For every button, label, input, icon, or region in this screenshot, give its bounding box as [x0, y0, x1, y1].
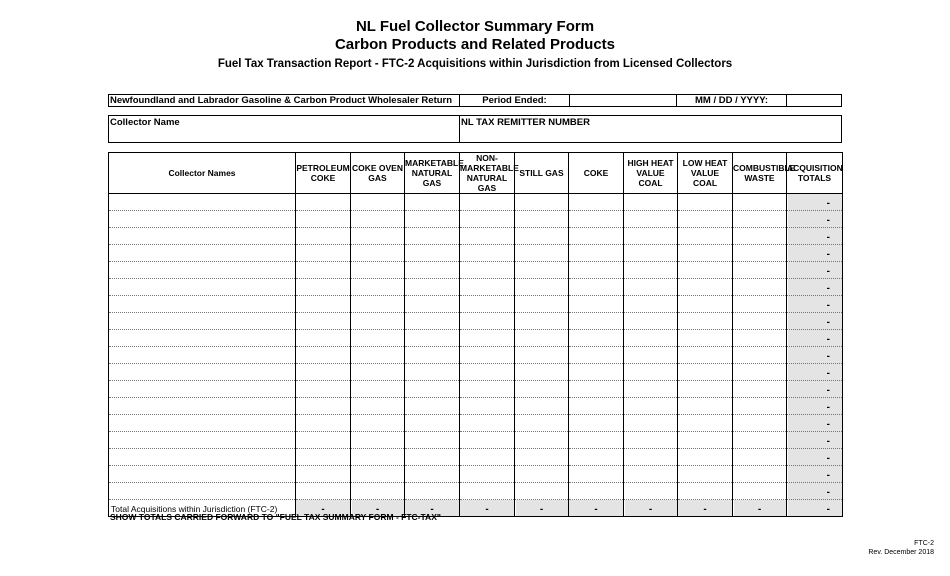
amount-input-cell[interactable] [460, 228, 515, 245]
row-total-cell: - [787, 296, 843, 313]
amount-input-cell[interactable] [515, 432, 569, 449]
return-label: Newfoundland and Labrador Gasoline & Carbon Product Wholesaler Return [109, 95, 460, 106]
amount-input-cell[interactable] [733, 313, 787, 330]
row-total-cell: - [787, 415, 843, 432]
amount-input-cell[interactable] [460, 194, 515, 211]
amount-input-cell[interactable] [351, 296, 405, 313]
collector-name-cell[interactable] [109, 228, 296, 245]
amount-input-cell[interactable] [351, 449, 405, 466]
amount-input-cell[interactable] [296, 432, 351, 449]
column-header: STILL GAS [515, 153, 569, 194]
row-total-cell: - [787, 262, 843, 279]
amount-input-cell[interactable] [296, 313, 351, 330]
table-row [109, 415, 843, 432]
amount-input-cell[interactable] [515, 483, 569, 500]
carry-forward-note: SHOW TOTALS CARRIED FORWARD TO "FUEL TAX SUMMARY FORM - FTC-TAX" [110, 512, 441, 522]
amount-input-cell[interactable] [733, 245, 787, 262]
amount-input-cell[interactable] [624, 279, 678, 296]
table-row [109, 296, 843, 313]
amount-input-cell[interactable] [733, 279, 787, 296]
amount-input-cell[interactable] [515, 228, 569, 245]
row-total-cell: - [787, 347, 843, 364]
amount-input-cell[interactable] [515, 381, 569, 398]
table-header-row [109, 153, 843, 194]
amount-input-cell[interactable] [569, 432, 624, 449]
total-value-cell: - [678, 500, 733, 517]
amount-input-cell[interactable] [624, 398, 678, 415]
amount-input-cell[interactable] [569, 262, 624, 279]
amount-input-cell[interactable] [678, 330, 733, 347]
amount-input-cell[interactable] [678, 398, 733, 415]
amount-input-cell[interactable] [678, 313, 733, 330]
amount-input-cell[interactable] [405, 483, 460, 500]
collector-name-cell[interactable] [109, 432, 296, 449]
amount-input-cell[interactable] [351, 347, 405, 364]
remitter-number-label: NL TAX REMITTER NUMBER [461, 117, 590, 128]
table-row [109, 194, 843, 211]
amount-input-cell[interactable] [460, 330, 515, 347]
total-value-cell: - [296, 500, 351, 517]
amount-input-cell[interactable] [515, 194, 569, 211]
form-report-title: Fuel Tax Transaction Report - FTC-2 Acquisitions within Jurisdiction from Licensed Collectors [217, 58, 733, 70]
total-value-cell: - [351, 500, 405, 517]
collector-name-cell[interactable] [109, 415, 296, 432]
amount-input-cell[interactable] [678, 245, 733, 262]
form-subtitle: Carbon Products and Related Products [334, 36, 616, 53]
collector-name-label: Collector Name [110, 117, 180, 128]
amount-input-cell[interactable] [296, 330, 351, 347]
amount-input-cell[interactable] [405, 364, 460, 381]
amount-input-cell[interactable] [678, 347, 733, 364]
amount-input-cell[interactable] [515, 279, 569, 296]
collector-name-cell[interactable] [109, 194, 296, 211]
amount-input-cell[interactable] [733, 347, 787, 364]
row-total-cell: - [787, 449, 843, 466]
amount-input-cell[interactable] [460, 313, 515, 330]
table-row [109, 313, 843, 330]
period-ended-field[interactable] [570, 95, 677, 106]
amount-input-cell[interactable] [405, 313, 460, 330]
amount-input-cell[interactable] [515, 296, 569, 313]
date-field[interactable] [787, 95, 841, 106]
table-row [109, 432, 843, 449]
amount-input-cell[interactable] [460, 279, 515, 296]
amount-input-cell[interactable] [569, 398, 624, 415]
amount-input-cell[interactable] [460, 466, 515, 483]
amount-input-cell[interactable] [460, 415, 515, 432]
amount-input-cell[interactable] [515, 415, 569, 432]
amount-input-cell[interactable] [624, 449, 678, 466]
amount-input-cell[interactable] [351, 398, 405, 415]
collector-name-cell[interactable] [109, 245, 296, 262]
table-row [109, 364, 843, 381]
table-row [109, 228, 843, 245]
amount-input-cell[interactable] [351, 262, 405, 279]
amount-input-cell[interactable] [296, 279, 351, 296]
amount-input-cell[interactable] [569, 313, 624, 330]
amount-input-cell[interactable] [733, 466, 787, 483]
table-row [109, 449, 843, 466]
row-total-cell: - [787, 279, 843, 296]
amount-input-cell[interactable] [569, 279, 624, 296]
grand-total-cell: - [787, 500, 843, 517]
collector-name-cell[interactable] [109, 330, 296, 347]
table-row [109, 483, 843, 500]
amount-input-cell[interactable] [569, 194, 624, 211]
amount-input-cell[interactable] [351, 245, 405, 262]
amount-input-cell[interactable] [296, 398, 351, 415]
amount-input-cell[interactable] [733, 296, 787, 313]
total-row-label: Total Acquisitions within Jurisdiction (FTC-2) [109, 500, 296, 517]
amount-input-cell[interactable] [678, 432, 733, 449]
amount-input-cell[interactable] [405, 279, 460, 296]
amount-input-cell[interactable] [515, 347, 569, 364]
amount-input-cell[interactable] [733, 194, 787, 211]
table-row [109, 347, 843, 364]
amount-input-cell[interactable] [405, 296, 460, 313]
amount-input-cell[interactable] [296, 262, 351, 279]
amount-input-cell[interactable] [351, 228, 405, 245]
total-value-cell: - [569, 500, 624, 517]
period-ended-label: Period Ended: [460, 95, 570, 106]
column-header: NON-MARKETABLE NATURAL GAS [460, 153, 519, 193]
amount-input-cell[interactable] [624, 347, 678, 364]
collector-name-cell[interactable] [109, 483, 296, 500]
amount-input-cell[interactable] [460, 381, 515, 398]
amount-input-cell[interactable] [624, 296, 678, 313]
column-header: LOW HEAT VALUE COAL [678, 153, 733, 194]
row-total-cell: - [787, 381, 843, 398]
amount-input-cell[interactable] [569, 483, 624, 500]
amount-input-cell[interactable] [733, 381, 787, 398]
amount-input-cell[interactable] [351, 466, 405, 483]
amount-input-cell[interactable] [624, 313, 678, 330]
amount-input-cell[interactable] [405, 194, 460, 211]
amount-input-cell[interactable] [460, 296, 515, 313]
amount-input-cell[interactable] [405, 211, 460, 228]
amount-input-cell[interactable] [624, 330, 678, 347]
total-value-cell: - [624, 500, 678, 517]
amount-input-cell[interactable] [405, 449, 460, 466]
amount-input-cell[interactable] [515, 449, 569, 466]
row-total-cell: - [787, 313, 843, 330]
amount-input-cell[interactable] [624, 466, 678, 483]
collector-name-cell[interactable] [109, 466, 296, 483]
collector-name-cell[interactable] [109, 279, 296, 296]
amount-input-cell[interactable] [569, 381, 624, 398]
amount-input-cell[interactable] [624, 211, 678, 228]
column-header: MARKETABLE NATURAL GAS [405, 153, 460, 194]
amount-input-cell[interactable] [515, 313, 569, 330]
amount-input-cell[interactable] [678, 415, 733, 432]
amount-input-cell[interactable] [569, 228, 624, 245]
amount-input-cell[interactable] [405, 330, 460, 347]
amount-input-cell[interactable] [296, 194, 351, 211]
column-header: ACQUISITION TOTALS [787, 153, 843, 194]
amount-input-cell[interactable] [351, 432, 405, 449]
collector-name-cell[interactable] [109, 398, 296, 415]
amount-input-cell[interactable] [678, 262, 733, 279]
acquisitions-table [108, 152, 843, 517]
amount-input-cell[interactable] [460, 398, 515, 415]
amount-input-cell[interactable] [678, 364, 733, 381]
total-value-cell: - [405, 500, 460, 517]
collector-name-cell[interactable] [109, 262, 296, 279]
amount-input-cell[interactable] [678, 279, 733, 296]
row-total-cell: - [787, 245, 843, 262]
row-total-cell: - [787, 330, 843, 347]
amount-input-cell[interactable] [460, 364, 515, 381]
amount-input-cell[interactable] [405, 466, 460, 483]
amount-input-cell[interactable] [624, 415, 678, 432]
amount-input-cell[interactable] [569, 330, 624, 347]
amount-input-cell[interactable] [405, 432, 460, 449]
amount-input-cell[interactable] [569, 211, 624, 228]
table-row [109, 279, 843, 296]
amount-input-cell[interactable] [351, 415, 405, 432]
amount-input-cell[interactable] [733, 262, 787, 279]
row-total-cell: - [787, 194, 843, 211]
amount-input-cell[interactable] [296, 347, 351, 364]
amount-input-cell[interactable] [569, 466, 624, 483]
row-total-cell: - [787, 228, 843, 245]
total-value-cell: - [460, 500, 515, 517]
form-title: NL Fuel Collector Summary Form [355, 18, 595, 35]
table-row [109, 211, 843, 228]
column-header: COKE [569, 153, 624, 194]
amount-input-cell[interactable] [351, 194, 405, 211]
amount-input-cell[interactable] [678, 211, 733, 228]
amount-input-cell[interactable] [405, 228, 460, 245]
amount-input-cell[interactable] [515, 330, 569, 347]
amount-input-cell[interactable] [296, 364, 351, 381]
amount-input-cell[interactable] [569, 296, 624, 313]
form-identifier [868, 539, 934, 557]
amount-input-cell[interactable] [678, 296, 733, 313]
amount-input-cell[interactable] [296, 296, 351, 313]
amount-input-cell[interactable] [351, 483, 405, 500]
amount-input-cell[interactable] [678, 449, 733, 466]
amount-input-cell[interactable] [733, 228, 787, 245]
amount-input-cell[interactable] [460, 245, 515, 262]
amount-input-cell[interactable] [624, 194, 678, 211]
amount-input-cell[interactable] [460, 347, 515, 364]
row-total-cell: - [787, 466, 843, 483]
collector-name-cell[interactable] [109, 211, 296, 228]
row-total-cell: - [787, 398, 843, 415]
amount-input-cell[interactable] [296, 245, 351, 262]
table-row [109, 381, 843, 398]
collector-name-cell[interactable] [109, 364, 296, 381]
amount-input-cell[interactable] [733, 398, 787, 415]
amount-input-cell[interactable] [733, 364, 787, 381]
amount-input-cell[interactable] [624, 364, 678, 381]
row-total-cell: - [787, 364, 843, 381]
return-info-bar [108, 94, 842, 107]
total-value-cell: - [733, 500, 787, 517]
amount-input-cell[interactable] [733, 330, 787, 347]
amount-input-cell[interactable] [624, 381, 678, 398]
amount-input-cell[interactable] [515, 262, 569, 279]
column-header: HIGH HEAT VALUE COAL [624, 153, 678, 194]
amount-input-cell[interactable] [296, 211, 351, 228]
amount-input-cell[interactable] [624, 262, 678, 279]
table-row [109, 262, 843, 279]
total-value-cell: - [515, 500, 569, 517]
amount-input-cell[interactable] [569, 347, 624, 364]
collector-name-cell[interactable] [109, 449, 296, 466]
amount-input-cell[interactable] [460, 262, 515, 279]
amount-input-cell[interactable] [351, 313, 405, 330]
amount-input-cell[interactable] [296, 381, 351, 398]
amount-input-cell[interactable] [460, 211, 515, 228]
amount-input-cell[interactable] [460, 432, 515, 449]
amount-input-cell[interactable] [624, 483, 678, 500]
amount-input-cell[interactable] [678, 483, 733, 500]
amount-input-cell[interactable] [405, 347, 460, 364]
amount-input-cell[interactable] [515, 211, 569, 228]
amount-input-cell[interactable] [624, 432, 678, 449]
amount-input-cell[interactable] [678, 381, 733, 398]
amount-input-cell[interactable] [569, 449, 624, 466]
table-row [109, 398, 843, 415]
amount-input-cell[interactable] [296, 228, 351, 245]
collector-name-cell[interactable] [109, 347, 296, 364]
amount-input-cell[interactable] [405, 262, 460, 279]
date-format-label: MM / DD / YYYY: [677, 95, 787, 106]
amount-input-cell[interactable] [515, 398, 569, 415]
amount-input-cell[interactable] [351, 381, 405, 398]
amount-input-cell[interactable] [515, 245, 569, 262]
amount-input-cell[interactable] [296, 449, 351, 466]
remitter-number-field[interactable] [460, 116, 841, 142]
amount-input-cell[interactable] [569, 415, 624, 432]
amount-input-cell[interactable] [460, 483, 515, 500]
amount-input-cell[interactable] [351, 279, 405, 296]
amount-input-cell[interactable] [405, 245, 460, 262]
amount-input-cell[interactable] [733, 449, 787, 466]
amount-input-cell[interactable] [515, 466, 569, 483]
amount-input-cell[interactable] [405, 398, 460, 415]
amount-input-cell[interactable] [733, 432, 787, 449]
amount-input-cell[interactable] [624, 228, 678, 245]
amount-input-cell[interactable] [678, 228, 733, 245]
row-total-cell: - [787, 432, 843, 449]
amount-input-cell[interactable] [351, 330, 405, 347]
amount-input-cell[interactable] [678, 466, 733, 483]
table-row [109, 466, 843, 483]
amount-input-cell[interactable] [624, 245, 678, 262]
amount-input-cell[interactable] [405, 415, 460, 432]
collector-name-cell[interactable] [109, 296, 296, 313]
table-row [109, 245, 843, 262]
amount-input-cell[interactable] [515, 364, 569, 381]
amount-input-cell[interactable] [733, 211, 787, 228]
form-code: FTC-2 [914, 540, 934, 547]
column-header: COMBUSTIBLE WASTE [733, 153, 787, 194]
row-total-cell: - [787, 211, 843, 228]
table-row [109, 330, 843, 347]
amount-input-cell[interactable] [569, 364, 624, 381]
amount-input-cell[interactable] [678, 194, 733, 211]
form-title-block [0, 18, 950, 72]
amount-input-cell[interactable] [733, 415, 787, 432]
amount-input-cell[interactable] [351, 364, 405, 381]
amount-input-cell[interactable] [296, 415, 351, 432]
amount-input-cell[interactable] [460, 449, 515, 466]
amount-input-cell[interactable] [296, 483, 351, 500]
collector-name-cell[interactable] [109, 381, 296, 398]
column-header: PETROLEUM COKE [296, 153, 351, 194]
column-header: Collector Names [109, 153, 296, 194]
collector-name-cell[interactable] [109, 313, 296, 330]
amount-input-cell[interactable] [405, 381, 460, 398]
amount-input-cell[interactable] [296, 466, 351, 483]
amount-input-cell[interactable] [733, 483, 787, 500]
collector-name-field[interactable] [109, 116, 460, 142]
amount-input-cell[interactable] [569, 245, 624, 262]
row-total-cell: - [787, 483, 843, 500]
amount-input-cell[interactable] [351, 211, 405, 228]
table-body [109, 194, 843, 517]
collector-info-bar [108, 115, 842, 143]
column-header: COKE OVEN GAS [351, 153, 405, 194]
revision-date: Rev. December 2018 [868, 549, 934, 556]
